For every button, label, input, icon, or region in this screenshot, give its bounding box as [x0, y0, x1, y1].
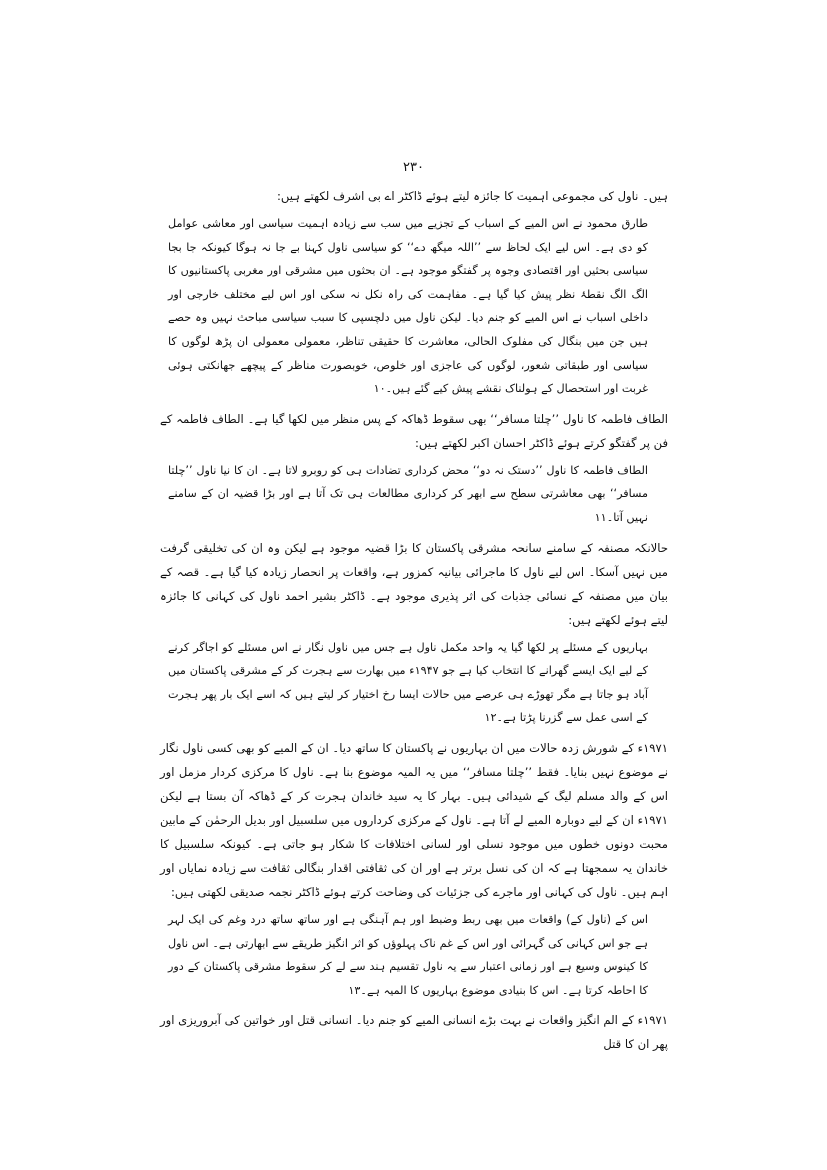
paragraph: ۱۹۷۱ء کے الم انگیز واقعات نے بہت بڑے انسانی المیے کو جنم دیا۔ انسانی قتل اور خواتین کی آبروریزی اور پھر ان کا قتل: [160, 1013, 668, 1052]
paragraph: ۱۹۷۱ء کے شورش زدہ حالات میں ان بہاریوں نے پاکستان کا ساتھ دیا۔ ان کے المیے کو بھی کسی ناول نگار نے موضوع نہیں بنایا۔ فقط ’’چلتا مسافر‘‘ میں یہ المیہ موضوع بنا ہے۔ ناول کا مرکزی کردار مزمل اور اس کے والد مسلم لیگ کے شیدائی ہیں۔ بہار کا یہ سید خاندان ہجرت کر کے ڈھاکہ آن بستا ہے لیکن ۱۹۷۱ء ان کے لیے دوبارہ المیے لے آتا ہے۔ ناول کے مرکزی کرداروں میں سلسبیل اور بدیل الرحمٰن کے مابین محبت دونوں خطوں میں موجود نسلی اور لسانی اختلافات کا شکار ہو جاتی ہے۔ کیونکہ سلسبیل کا خاندان یہ سمجھتا ہے کہ ان کی نسل برتر ہے اور ان کی ثقافتی اقدار بنگالی ثقافت سے زیادہ نمایاں اور اہم ہیں۔ ناول کی کہانی اور ماجرے کی جزئیات کی وضاحت کرتے ہوئے ڈاکٹر نجمہ صدیقی لکھتی ہیں:: [160, 740, 668, 899]
body-text: [160, 184, 668, 1060]
block-quote: طارق محمود نے اس المیے کے اسباب کے تجزیے میں سب سے زیادہ اہمیت سیاسی اور معاشی عوامل کو دی ہے۔ اس لیے ایک لحاظ سے ’’اللہ میگھ دے‘‘ کو سیاسی ناول کہنا بے جا نہ ہوگا کیونکہ جا بجا سیاسی بحثیں اور اقتصادی وجوہ پر گفتگو موجود ہے۔ ان بحثوں میں مشرقی اور مغربی پاکستانیوں کا الگ الگ نقطۂ نظر پیش کیا گیا ہے۔ مفاہمت کی راہ نکل نہ سکی اور اس لیے مختلف خارجی اور داخلی اسباب نے اس المیے کو جنم دیا۔ لیکن ناول میں دلچسپی کا سبب سیاسی مباحث نہیں وہ حصے ہیں جن میں بنگال کی مفلوک الحالی، معاشرت کا حقیقی تناظر، معمولی معمولی ان پڑھ لوگوں کا سیاسی اور طبقاتی شعور، لوگوں کی عاجزی اور خلوص، خوبصورت مناظر کے پیچھے جھانکتی ہوئی غربت اور استحصال کے ہولناک نقشے پیش کیے گئے ہیں۔۱۰: [168, 217, 648, 396]
block-quote: بہاریوں کے مسئلے پر لکھا گیا یہ واحد مکمل ناول ہے جس میں ناول نگار نے اس مسئلے کو اجاگر کرنے کے لیے ایک ایسے گھرانے کا انتخاب کیا ہے جو ۱۹۴۷ء میں بھارت سے ہجرت کر کے مشرقی پاکستان میں آباد ہو جاتا ہے مگر تھوڑے ہی عرصے میں حالات ایسا رخ اختیار کر لیتے ہیں کہ اسے ایک بار پھر ہجرت کے اسی عمل سے گزرنا پڑتا ہے۔۱۲: [168, 640, 648, 725]
page-number: ۲۳۰: [403, 160, 424, 175]
block-quote: الطاف فاطمہ کا ناول ’’دستک نہ دو‘‘ محض کرداری تضادات ہی کو روبرو لاتا ہے۔ ان کا نیا ناول ’’چلتا مسافر‘‘ بھی معاشرتی سطح سے ابھر کر کرداری مطالعات ہی تک آتا ہے اور بڑا قضیہ ان کے سامنے نہیں آتا۔۱۱: [168, 463, 648, 524]
paragraph: الطاف فاطمہ کا ناول ’’چلتا مسافر‘‘ بھی سقوط ڈھاکہ کے پس منظر میں لکھا گیا ہے۔ الطاف فاطمہ کے فن پر گفتگو کرتے ہوئے ڈاکٹر احسان اکبر لکھتے ہیں:: [160, 411, 668, 450]
paragraph: ہیں۔ ناول کی مجموعی اہمیت کا جائزہ لیتے ہوئے ڈاکٹر اے بی اشرف لکھتے ہیں:: [277, 189, 668, 203]
paragraph: حالانکہ مصنفہ کے سامنے سانحہ مشرقی پاکستان کا بڑا قضیہ موجود ہے لیکن وہ ان کی تخلیقی گرفت میں نہیں آسکا۔ اس لیے ناول کا ماجرائی بیانیہ کمزور ہے، واقعات پر انحصار زیادہ کیا گیا ہے۔ قصہ کے بیان میں مصنفہ کے نسائی جذبات کی اثر پذیری موجود ہے۔ ڈاکٹر بشیر احمد ناول کی کہانی کا جائزہ لیتے ہوئے لکھتے ہیں:: [160, 540, 668, 627]
block-quote: اس کے (ناول کے) واقعات میں بھی ربط وضبط اور ہم آہنگی ہے اور ساتھ ساتھ درد وغم کی ایک لہر ہے جو اس کہانی کی گہرائی اور اس کے غم ناک پہلوؤں کو اثر انگیز طریقے سے ابھارتی ہے۔ اس ناول کا کینوس وسیع ہے اور زمانی اعتبار سے یہ ناول تقسیم ہند سے لے کر سقوط مشرقی پاکستان کے دور کا احاطہ کرتا ہے۔ اس کا بنیادی موضوع بہاریوں کا المیہ ہے۔۱۳: [168, 912, 648, 997]
